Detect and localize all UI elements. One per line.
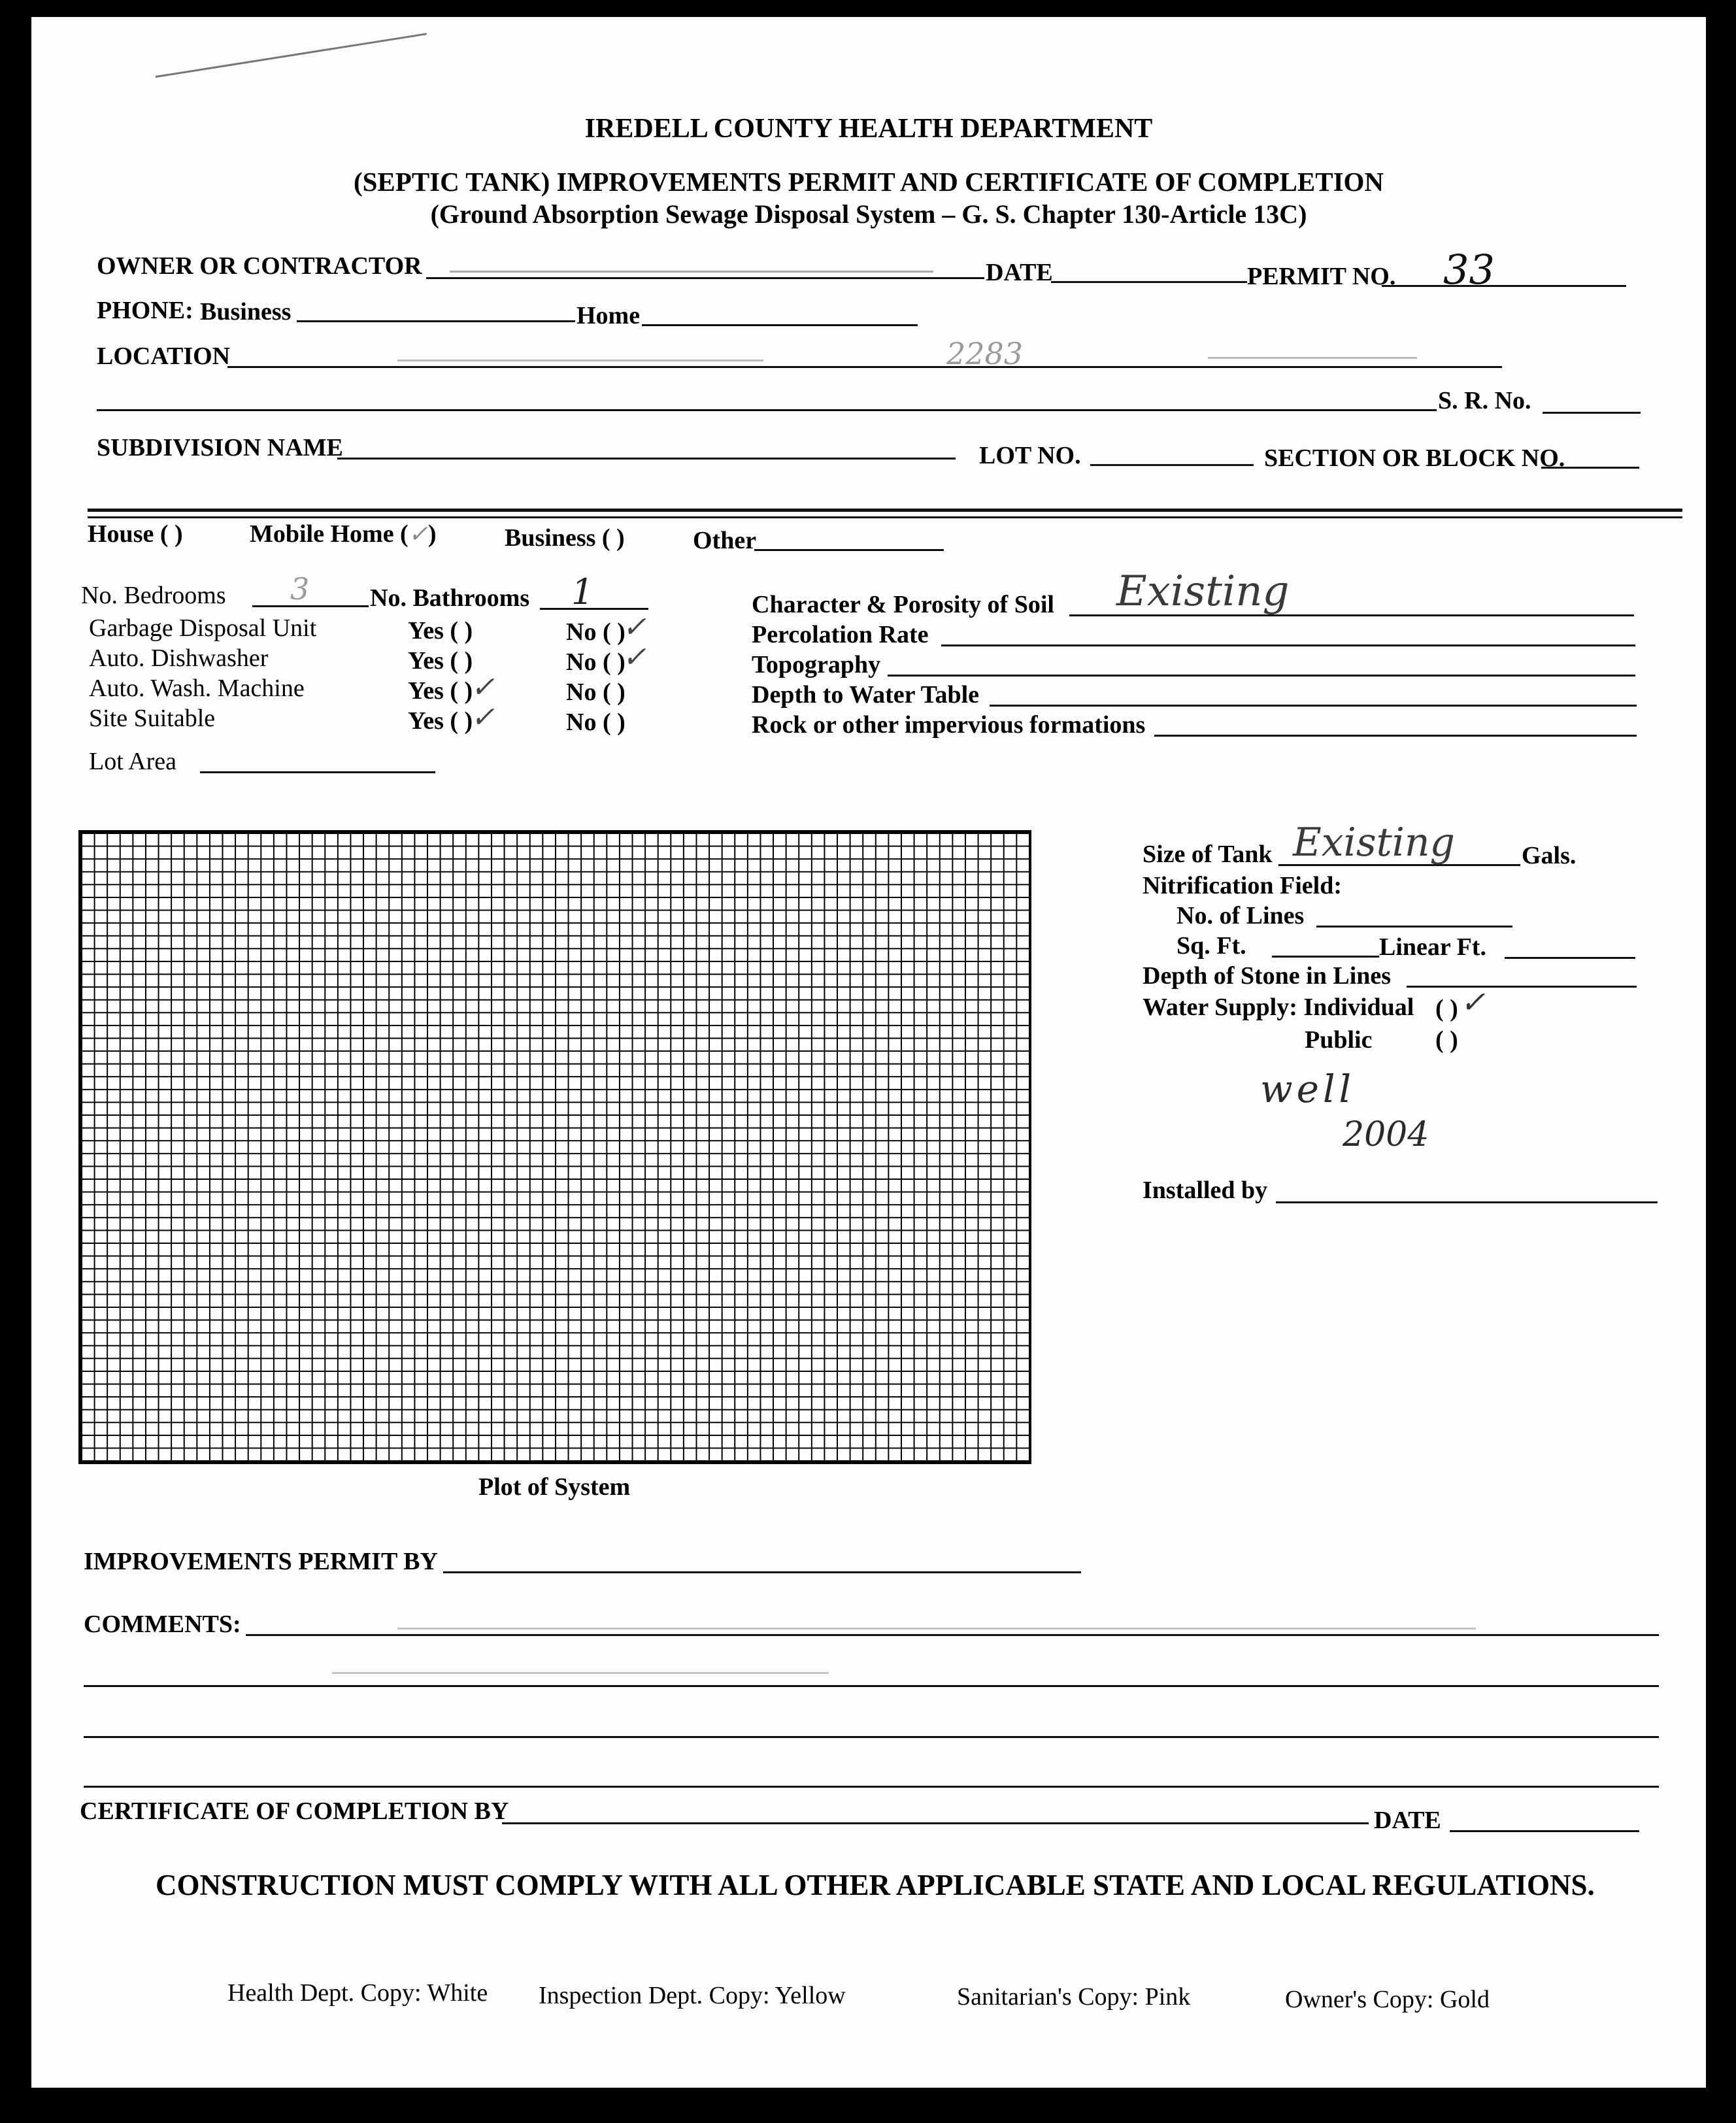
lot-no-field[interactable] xyxy=(1090,464,1254,466)
location-faint-writing xyxy=(397,359,763,361)
bedrooms-field[interactable] xyxy=(252,605,369,607)
mobile-home-option[interactable] xyxy=(250,522,437,546)
mobile-home-label: Mobile Home ( xyxy=(250,520,409,548)
permit-no-field[interactable] xyxy=(1382,285,1626,287)
bathrooms-label: No. Bathrooms xyxy=(370,584,530,612)
bedrooms-value: 3 xyxy=(290,571,310,607)
plot-grid[interactable] xyxy=(78,830,1031,1464)
rock-formations-field[interactable] xyxy=(1154,735,1637,737)
garbage-disposal-yes[interactable]: Yes ( ) xyxy=(408,617,473,644)
percolation-field[interactable] xyxy=(941,644,1635,646)
soil-character-value: Existing xyxy=(1116,567,1290,616)
phone-business-label: Business xyxy=(200,298,292,326)
garbage-disposal-label: Garbage Disposal Unit xyxy=(89,614,317,642)
form-subtitle: (Ground Absorption Sewage Disposal System – G. S. Chapter 130-Article 13C) xyxy=(430,199,1307,229)
water-note-line2: 2004 xyxy=(1343,1115,1429,1154)
location-field-2[interactable] xyxy=(97,409,1437,411)
subdivision-field[interactable] xyxy=(337,458,956,460)
installed-by-label: Installed by xyxy=(1143,1177,1268,1204)
lot-area-field[interactable] xyxy=(200,771,435,773)
owner-label: OWNER OR CONTRACTOR xyxy=(97,252,422,280)
linear-ft-label: Linear Ft. xyxy=(1379,933,1486,961)
dishwasher-label: Auto. Dishwasher xyxy=(89,644,269,672)
owner-faint-writing xyxy=(450,271,933,273)
topography-field[interactable] xyxy=(888,675,1635,677)
location-faint-writing-2 xyxy=(1208,357,1417,359)
business-option[interactable]: Business ( ) xyxy=(505,524,625,552)
owner-field[interactable] xyxy=(426,277,984,279)
lot-area-label: Lot Area xyxy=(89,748,177,775)
water-table-label: Depth to Water Table xyxy=(752,681,980,709)
mobile-home-close: ) xyxy=(427,520,437,548)
certificate-date-field[interactable] xyxy=(1450,1830,1639,1832)
phone-home-field[interactable] xyxy=(642,324,918,326)
copy-sanitarian: Sanitarian's Copy: Pink xyxy=(957,1983,1191,2011)
dishwasher-yes[interactable]: Yes ( ) xyxy=(408,647,473,675)
site-suitable-no[interactable]: No ( ) xyxy=(566,709,626,736)
permit-no-label: PERMIT NO. xyxy=(1247,263,1396,290)
section-block-field[interactable] xyxy=(1541,467,1639,469)
compliance-notice: CONSTRUCTION MUST COMPLY WITH ALL OTHER APPLICABLE STATE AND LOCAL REGULATIONS. xyxy=(156,1869,1595,1901)
stone-depth-label: Depth of Stone in Lines xyxy=(1143,962,1392,990)
rock-formations-label: Rock or other impervious formations xyxy=(752,711,1146,739)
comments-faint-writing xyxy=(397,1628,1476,1630)
pencil-mark xyxy=(156,33,427,78)
soil-character-label: Character & Porosity of Soil xyxy=(752,591,1054,618)
separator-rule-1 xyxy=(88,509,1682,512)
permit-by-label: IMPROVEMENTS PERMIT BY xyxy=(84,1548,438,1575)
certificate-date-label: DATE xyxy=(1374,1807,1441,1834)
water-supply-label: Water Supply: Individual xyxy=(1143,994,1414,1021)
phone-home-label: Home xyxy=(576,302,641,329)
linear-ft-field[interactable] xyxy=(1505,957,1635,959)
site-suitable-yes[interactable]: Yes ( ) xyxy=(408,707,473,735)
comments-field-2[interactable] xyxy=(84,1685,1659,1687)
water-note-line1: well xyxy=(1260,1067,1356,1111)
wash-machine-yes-check: ✓ xyxy=(471,671,495,704)
agency-title: IREDELL COUNTY HEALTH DEPARTMENT xyxy=(584,114,1153,144)
site-suitable-label: Site Suitable xyxy=(89,705,216,732)
comments-field-3[interactable] xyxy=(84,1736,1659,1738)
certificate-field[interactable] xyxy=(502,1822,1369,1824)
gals-label: Gals. xyxy=(1522,842,1577,869)
comments-label: COMMENTS: xyxy=(84,1611,241,1638)
wash-machine-yes[interactable]: Yes ( ) xyxy=(408,677,473,705)
certificate-label: CERTIFICATE OF COMPLETION BY xyxy=(80,1797,509,1825)
date-field[interactable] xyxy=(1051,281,1247,283)
permit-by-field[interactable] xyxy=(443,1571,1081,1573)
phone-business-field[interactable] xyxy=(297,320,575,322)
location-label: LOCATION xyxy=(97,343,231,370)
tank-size-label: Size of Tank xyxy=(1143,841,1273,868)
nitrification-label: Nitrification Field: xyxy=(1143,872,1342,899)
site-suitable-yes-check: ✓ xyxy=(471,701,495,734)
sqft-field[interactable] xyxy=(1272,956,1379,958)
house-option[interactable]: House ( ) xyxy=(88,520,183,548)
lines-label: No. of Lines xyxy=(1177,902,1305,929)
wash-machine-no[interactable]: No ( ) xyxy=(566,678,626,706)
other-field[interactable] xyxy=(754,549,944,551)
copy-inspection-dept: Inspection Dept. Copy: Yellow xyxy=(539,1982,846,2009)
water-individual-check: ✓ xyxy=(1460,984,1486,1020)
date-label: DATE xyxy=(986,259,1053,286)
location-value: 2283 xyxy=(946,336,1024,371)
other-label: Other xyxy=(693,527,757,554)
copy-owner: Owner's Copy: Gold xyxy=(1285,1986,1490,2013)
water-public-box[interactable]: ( ) xyxy=(1435,1026,1458,1054)
percolation-label: Percolation Rate xyxy=(752,621,929,648)
sqft-label: Sq. Ft. xyxy=(1177,932,1246,960)
copy-health-dept: Health Dept. Copy: White xyxy=(227,1979,488,2007)
mobile-home-check: ✓ xyxy=(408,521,428,548)
water-table-field[interactable] xyxy=(990,705,1637,707)
location-field[interactable] xyxy=(227,366,1502,368)
stone-depth-field[interactable] xyxy=(1407,986,1637,988)
section-block-label: SECTION OR BLOCK NO. xyxy=(1264,444,1565,472)
tank-size-value: Existing xyxy=(1293,820,1455,865)
dishwasher-no-check: ✓ xyxy=(622,641,646,674)
permit-no-value: 33 xyxy=(1443,246,1495,293)
topography-label: Topography xyxy=(752,651,881,678)
comments-faint-writing-2 xyxy=(332,1672,829,1674)
garbage-disposal-no-check: ✓ xyxy=(622,610,646,644)
sr-no-label: S. R. No. xyxy=(1438,387,1531,414)
installed-by-field[interactable] xyxy=(1276,1201,1658,1203)
wash-machine-label: Auto. Wash. Machine xyxy=(89,675,305,702)
sr-no-field[interactable] xyxy=(1543,412,1641,414)
lines-field[interactable] xyxy=(1316,926,1512,928)
subdivision-label: SUBDIVISION NAME xyxy=(97,434,343,461)
separator-rule-2 xyxy=(88,516,1682,518)
permit-form xyxy=(31,17,1706,2088)
water-individual-box[interactable]: ( ) xyxy=(1435,995,1458,1022)
phone-label: PHONE: xyxy=(97,297,193,324)
form-title: (SEPTIC TANK) IMPROVEMENTS PERMIT AND CERTIFICATE OF COMPLETION xyxy=(353,167,1384,197)
lot-no-label: LOT NO. xyxy=(979,442,1081,469)
bedrooms-label: No. Bedrooms xyxy=(81,582,226,609)
dishwasher-no[interactable]: No ( ) xyxy=(566,648,626,676)
plot-caption: Plot of System xyxy=(478,1473,631,1501)
comments-field-1[interactable] xyxy=(246,1634,1659,1636)
bathrooms-field[interactable] xyxy=(540,608,648,610)
garbage-disposal-no[interactable]: No ( ) xyxy=(566,618,626,646)
bathrooms-value: 1 xyxy=(571,571,594,612)
comments-field-4[interactable] xyxy=(84,1786,1659,1788)
water-public-label: Public xyxy=(1305,1026,1373,1054)
